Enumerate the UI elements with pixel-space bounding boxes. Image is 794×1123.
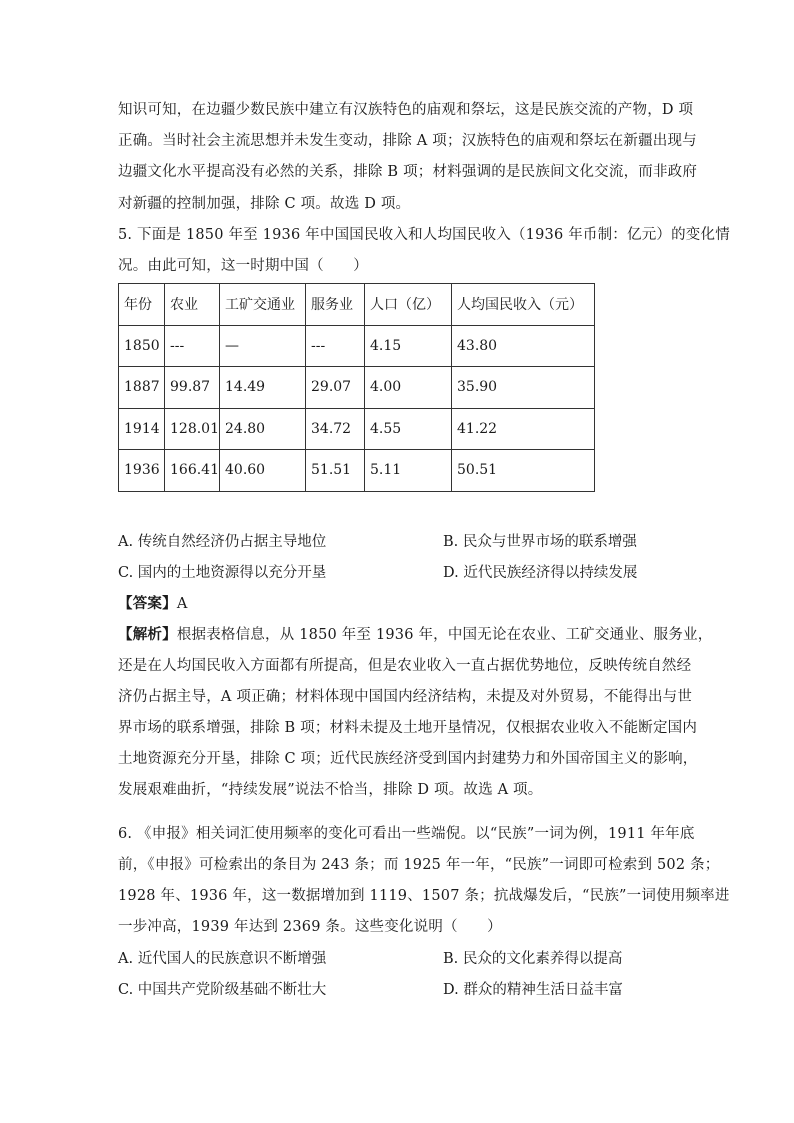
q5-analysis-line: 还是在人均国民收入方面都有所提高，但是农业收入一直占据优势地位，反映传统自然经 [118, 658, 692, 674]
table-cell: 40.60 [220, 450, 306, 492]
q5-answer [118, 594, 187, 614]
table-header-cell: 农业 [165, 284, 220, 326]
prev-analysis-line: 知识可知，在边疆少数民族中建立有汉族特色的庙观和祭坛，这是民族交流的产物，D 项 [118, 102, 694, 118]
table-row [119, 325, 595, 367]
answer-label: 【答案】 [118, 595, 177, 612]
table-cell: 1850 [119, 325, 165, 367]
q5-analysis-line: 发展艰难曲折，“持续发展”说法不恰当，排除 D 项。故选 A 项。 [118, 782, 543, 798]
table-cell: 99.87 [165, 367, 220, 409]
q5-analysis-line: 土地资源充分开垦，排除 C 项；近代民族经济受到国内封建势力和外国帝国主义的影响， [118, 751, 698, 767]
answer-value: A [176, 596, 188, 612]
q5-stem-line: 5. 下面是 1850 年至 1936 年中国国民收入和人均国民收入（1936 年币制：亿元）的变化情 [118, 227, 730, 243]
table-cell: 29.07 [306, 367, 365, 409]
table-cell: 1887 [119, 367, 165, 409]
table-cell: --- [306, 325, 365, 367]
prev-analysis-line: 边疆文化水平提高没有必然的关系，排除 B 项；材料强调的是民族间文化交流，而非政府 [118, 164, 698, 180]
table-row [119, 408, 595, 450]
q6-stem-line: 前，《申报》可检索出的条目为 243 条；而 1925 年一年，“民族”一词即可检索到 502 条； [118, 857, 720, 873]
q6-option-b: B. 民众的文化素养得以提高 [443, 951, 623, 967]
income-table [118, 283, 595, 492]
table-header-cell: 年份 [119, 284, 165, 326]
q5-analysis-line: 济仍占据主导，A 项正确；材料体现中国国内经济结构，未提及对外贸易，不能得出与世 [118, 689, 693, 705]
table-cell: 41.22 [452, 408, 595, 450]
q5-stem-line: 况。由此可知，这一时期中国（ ） [118, 258, 368, 274]
table-cell: 128.01 [165, 408, 220, 450]
q5-option-c: C. 国内的土地资源得以充分开垦 [118, 565, 327, 581]
table-cell: 14.49 [220, 367, 306, 409]
table-cell: 5.11 [365, 450, 452, 492]
q5-option-a: A. 传统自然经济仍占据主导地位 [118, 534, 327, 550]
analysis-label: 【解析】 [118, 626, 177, 643]
table-cell: 4.55 [365, 408, 452, 450]
table-header-cell: 工矿交通业 [220, 284, 306, 326]
q5-option-b: B. 民众与世界市场的联系增强 [443, 534, 637, 550]
table-row [119, 450, 595, 492]
q5-option-d: D. 近代民族经济得以持续发展 [443, 565, 638, 581]
table-cell: 1914 [119, 408, 165, 450]
table-header-cell: 服务业 [306, 284, 365, 326]
prev-analysis-line: 正确。当时社会主流思想并未发生变动，排除 A 项；汉族特色的庙观和祭坛在新疆出现与 [118, 133, 697, 149]
table-cell: 35.90 [452, 367, 595, 409]
analysis-text: 根据表格信息，从 1850 年至 1936 年，中国无论在农业、工矿交通业、服务业， [176, 627, 713, 643]
q6-stem-line: 1928 年、1936 年，这一数据增加到 1119、1507 条；抗战爆发后，“民族”一词使用频率进 [118, 888, 730, 904]
table-cell: 24.80 [220, 408, 306, 450]
q6-stem-line: 一步冲高，1939 年达到 2369 条。这些变化说明（ ） [118, 919, 502, 935]
table-row [119, 367, 595, 409]
q5-analysis-line [118, 625, 712, 645]
prev-analysis-line: 对新疆的控制加强，排除 C 项。故选 D 项。 [118, 196, 411, 212]
table-header-cell: 人口（亿） [365, 284, 452, 326]
table-cell: 43.80 [452, 325, 595, 367]
table-header-cell: 人均国民收入（元） [452, 284, 595, 326]
table-cell: — [220, 325, 306, 367]
table-cell: 50.51 [452, 450, 595, 492]
table-cell: 166.41 [165, 450, 220, 492]
table-header-row [119, 284, 595, 326]
q6-stem-line: 6. 《申报》相关词汇使用频率的变化可看出一些端倪。以“民族”一词为例，1911 年年底 [118, 826, 695, 842]
q6-option-d: D. 群众的精神生活日益丰富 [443, 982, 623, 998]
table-cell: 34.72 [306, 408, 365, 450]
q5-analysis-line: 界市场的联系增强，排除 B 项；材料未提及土地开垦情况，仅根据农业收入不能断定国内 [118, 720, 698, 736]
table-cell: 4.15 [365, 325, 452, 367]
table-cell: 4.00 [365, 367, 452, 409]
table-cell: --- [165, 325, 220, 367]
table-cell: 51.51 [306, 450, 365, 492]
table-cell: 1936 [119, 450, 165, 492]
q6-option-c: C. 中国共产党阶级基础不断壮大 [118, 982, 327, 998]
q6-option-a: A. 近代国人的民族意识不断增强 [118, 951, 327, 967]
